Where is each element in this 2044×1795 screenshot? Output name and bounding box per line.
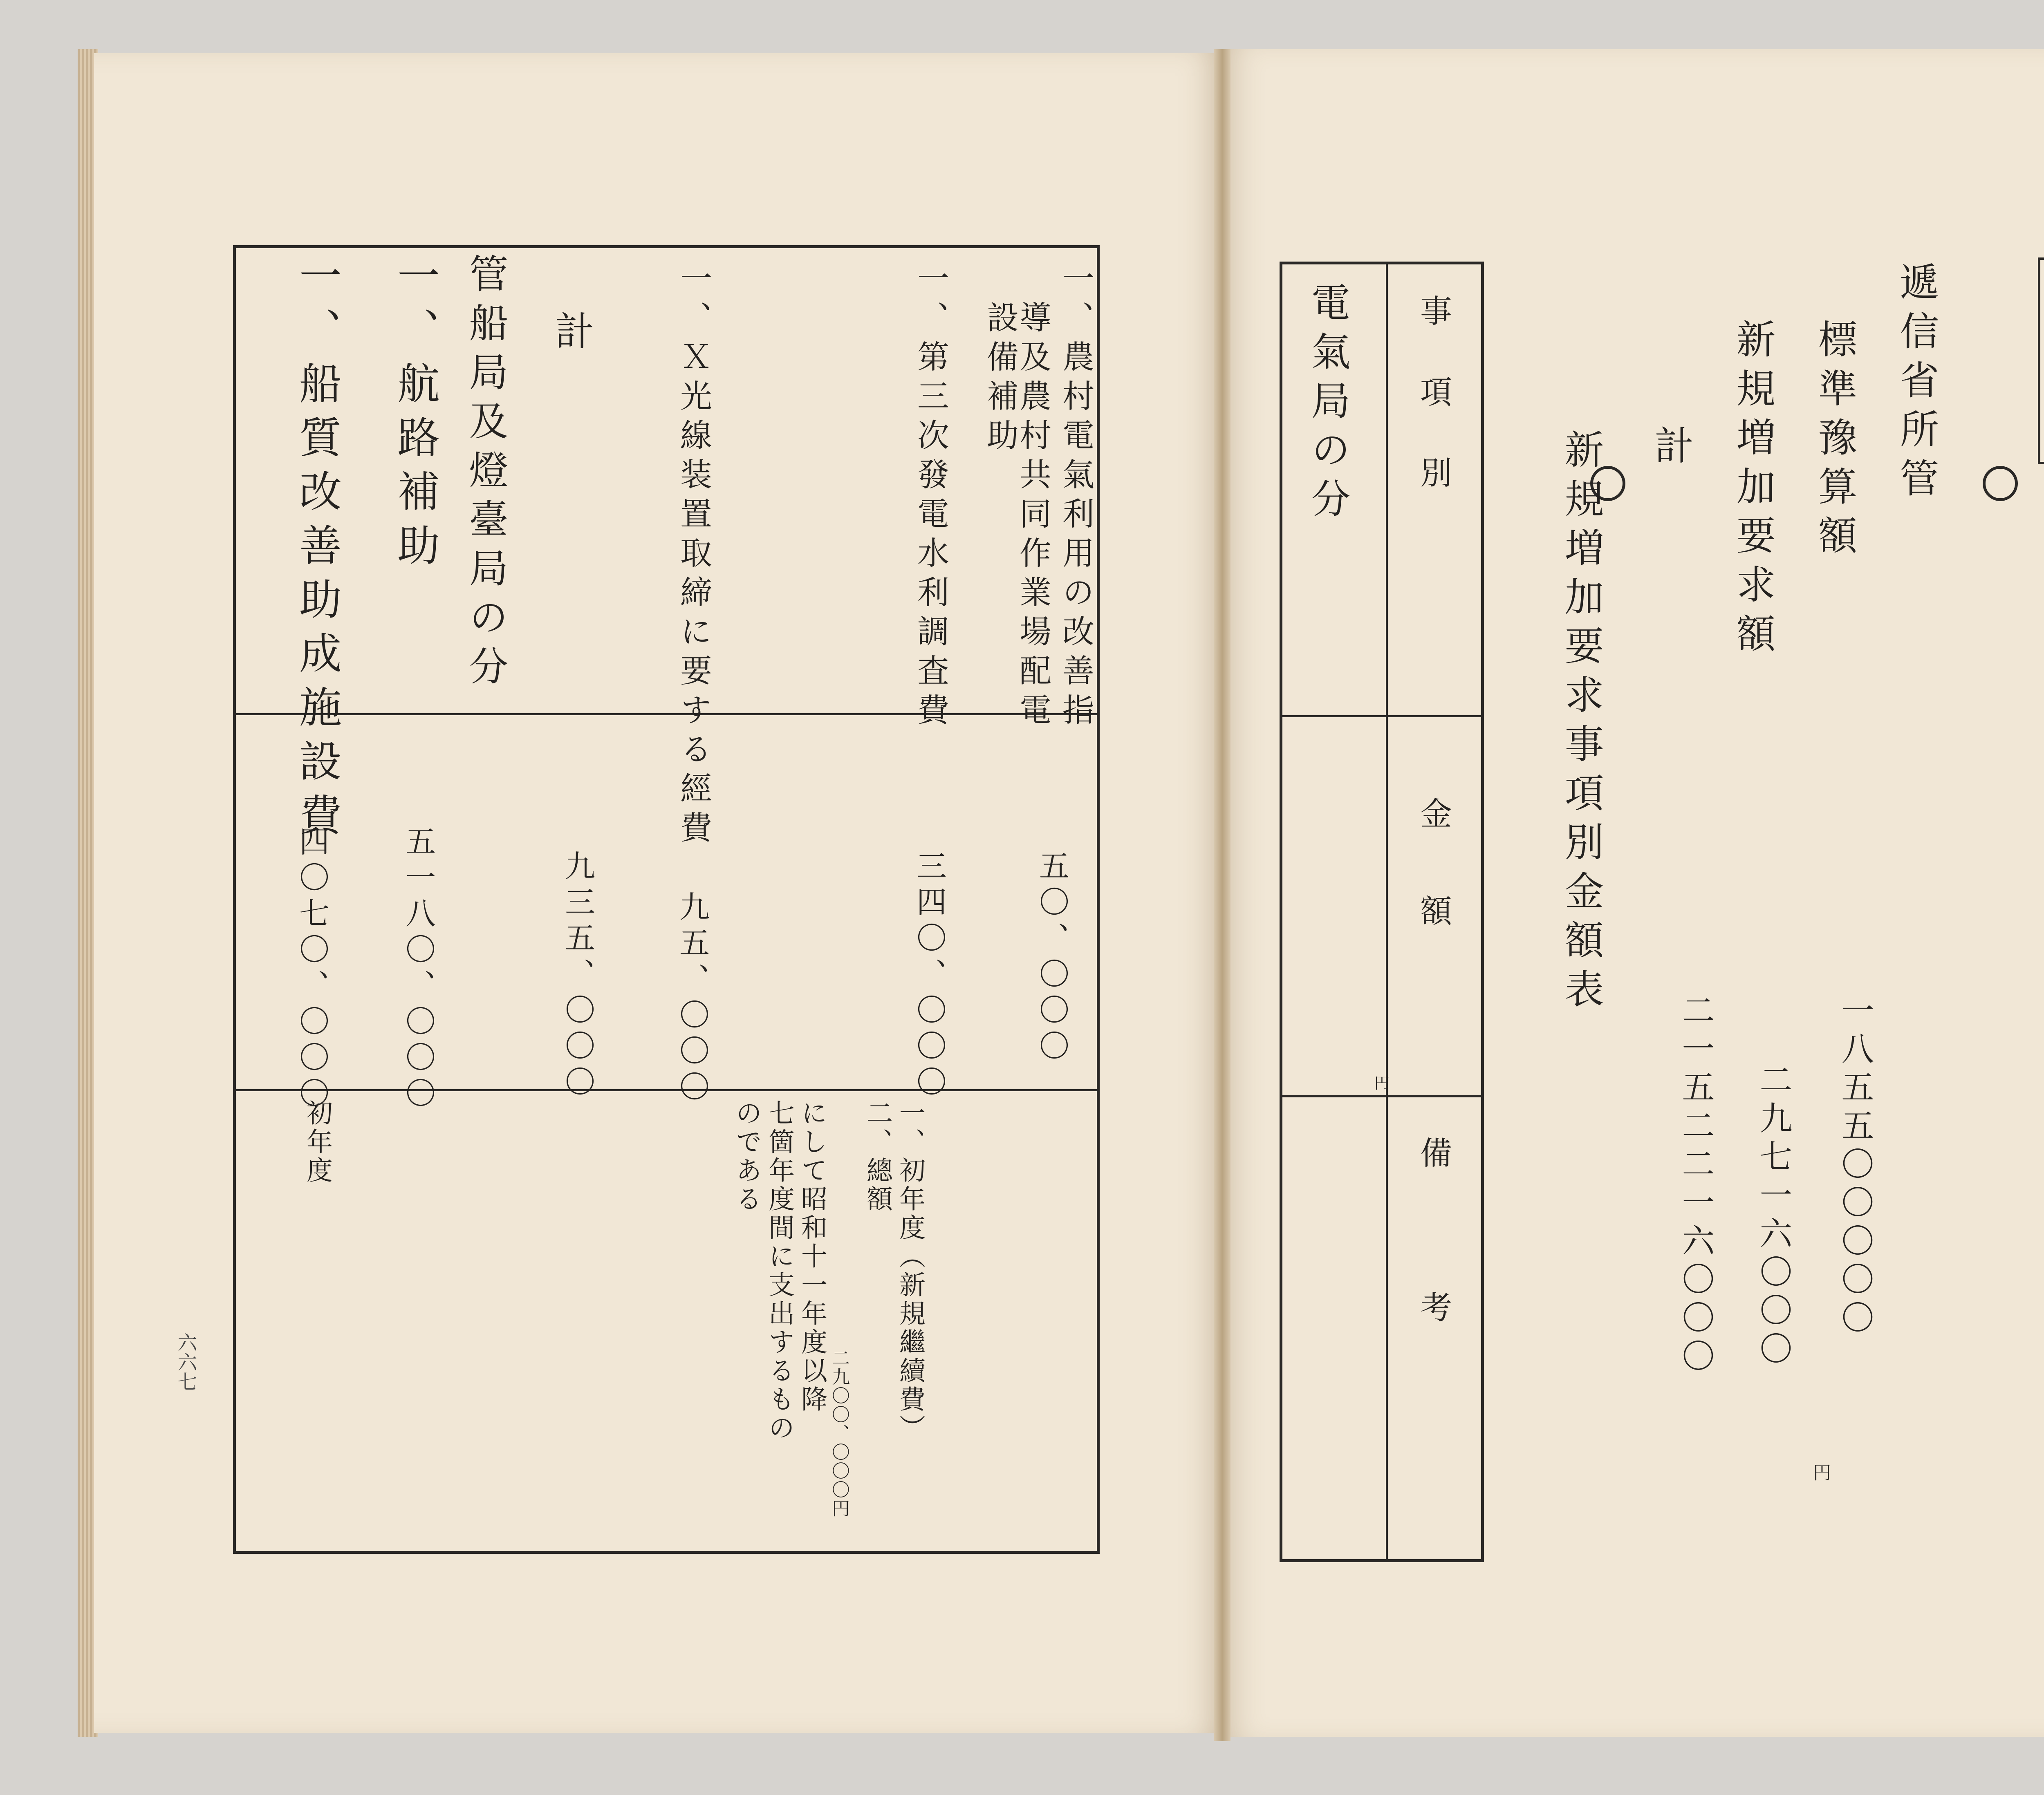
left-row-1-item-c: 設備補助 bbox=[982, 262, 1018, 458]
right-table-header-remarks: 備考 bbox=[1415, 1136, 1452, 1445]
left-row-2-remark-3: 二九〇〇、〇〇〇円 bbox=[829, 1349, 849, 1518]
left-row-2-remark-5: 七箇年度間に支出するもの bbox=[764, 1099, 794, 1443]
right-summary-amount-3: 二一五二二一六〇〇〇 bbox=[1676, 993, 1715, 1377]
left-row-3-amount: 九五、〇〇〇 bbox=[675, 891, 710, 1107]
right-summary-amount-1: 一八五五〇〇〇〇〇 bbox=[1836, 993, 1874, 1339]
left-row-7-item: 一、船質改善助成施設費 bbox=[292, 253, 342, 847]
right-table-header-unit: 円 bbox=[1372, 1075, 1390, 1090]
left-row-3-item: 一、Ｘ光線装置取締に要する經費 bbox=[675, 262, 712, 850]
right-summary-unit-1: 円 bbox=[1810, 1463, 1831, 1481]
left-row-1-item-a: 一、農村電氣利用の改善指 bbox=[1057, 262, 1094, 732]
left-row-2-remark-6: のである bbox=[731, 1099, 762, 1214]
left-row-2-remark-4: にして昭和十一年度以降 bbox=[797, 1099, 827, 1414]
left-row-1-amount: 五〇、〇〇〇 bbox=[1034, 850, 1069, 1066]
right-table-header-amount: 金額 bbox=[1415, 797, 1452, 992]
left-row-2-amount: 三四〇、〇〇〇 bbox=[912, 850, 947, 1102]
right-summary-amount-2: 二九七一六〇〇〇 bbox=[1754, 1063, 1792, 1370]
left-page-number: 六六七 bbox=[174, 1332, 197, 1391]
right-summary-label: 遞信省所管 bbox=[1894, 262, 1939, 507]
left-row-5-item: 管船局及燈臺局の分 bbox=[463, 253, 509, 695]
right-circle-mark-1 bbox=[1983, 466, 2018, 501]
right-table-header-item: 事項別 bbox=[1415, 294, 1452, 537]
left-row-4-amount: 九三五、〇〇〇 bbox=[560, 850, 595, 1102]
right-table-title: 新規増加要求事項別金額表 bbox=[1558, 429, 1604, 1018]
left-row-1-item-b: 導及農村共同作業場配電 bbox=[1014, 262, 1051, 732]
left-row-4-item: 計 bbox=[549, 311, 594, 360]
right-summary-label-3: 計 bbox=[1648, 425, 1694, 474]
left-row-6-amount: 五一八〇、〇〇〇 bbox=[401, 826, 436, 1113]
right-summary-label-1: 標準豫算額 bbox=[1812, 319, 1858, 564]
right-summary-label-2: 新規増加要求額 bbox=[1730, 319, 1776, 662]
left-row-7-remark: 初年度 bbox=[302, 1099, 332, 1185]
left-row-2-remark-1: 一、初年度（新規繼續費） bbox=[895, 1099, 925, 1443]
book-gutter bbox=[1214, 49, 1230, 1741]
left-row-6-item: 一、航路補助 bbox=[390, 253, 440, 577]
left-row-2-item: 一、第三次發電水利調査費 bbox=[912, 262, 949, 732]
left-row-7-amount: 四〇七〇、〇〇〇 bbox=[294, 826, 329, 1113]
right-section-label: 電氣局の分 bbox=[1305, 282, 1351, 527]
left-row-2-remark-2: 二、總額 bbox=[862, 1099, 892, 1214]
